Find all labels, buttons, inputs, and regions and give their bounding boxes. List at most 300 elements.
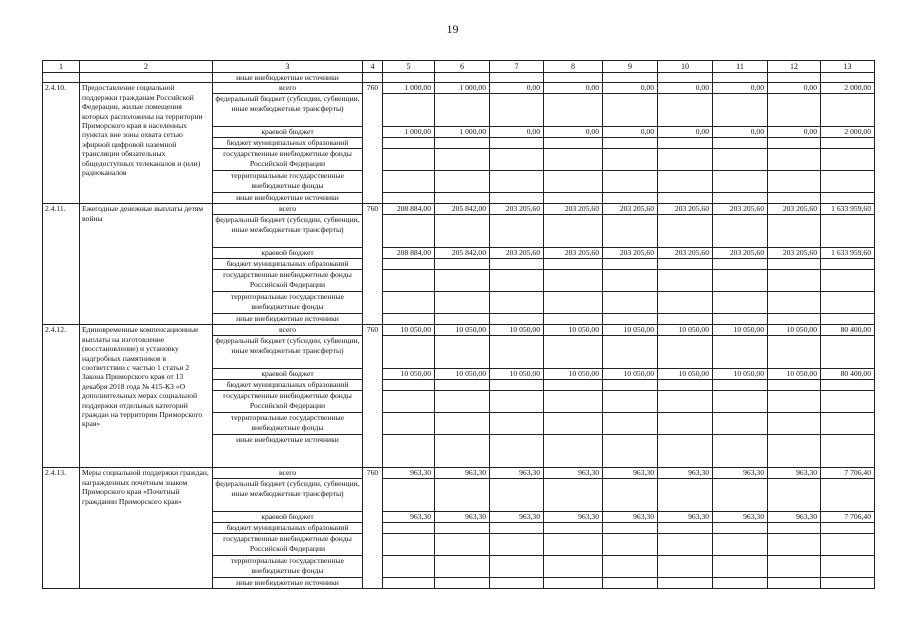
value-cell (383, 292, 435, 314)
value-cell (603, 380, 658, 391)
empty-cell (435, 73, 490, 83)
code-cell: 760 (363, 325, 383, 468)
value-cell (658, 380, 713, 391)
value-cell (603, 94, 658, 127)
value-cell (658, 94, 713, 127)
column-header: 5 (383, 61, 435, 73)
value-cell (768, 215, 821, 248)
value-cell: 0,00 (658, 83, 713, 94)
value-cell (603, 556, 658, 578)
table-row (43, 83, 875, 94)
value-cell: 963,30 (603, 468, 658, 479)
value-cell (713, 380, 768, 391)
source-cell: территориальные государственные внебюджетные фонды (213, 171, 363, 193)
value-cell (435, 215, 490, 248)
column-header: 9 (603, 61, 658, 73)
value-cell (821, 523, 875, 534)
value-cell (383, 534, 435, 556)
value-cell (490, 292, 544, 314)
column-header: 3 (213, 61, 363, 73)
value-cell: 0,00 (603, 127, 658, 138)
value-cell (658, 523, 713, 534)
value-cell: 963,30 (383, 512, 435, 523)
value-cell: 203 205,60 (713, 204, 768, 215)
value-cell (435, 138, 490, 149)
source-cell: иные внебюджетные источники (213, 435, 363, 468)
value-cell: 10 050,00 (713, 369, 768, 380)
budget-table (42, 60, 875, 589)
value-cell (821, 193, 875, 204)
value-cell: 203 205,60 (768, 248, 821, 259)
value-cell (713, 556, 768, 578)
value-cell (821, 94, 875, 127)
value-cell (658, 336, 713, 369)
value-cell (435, 380, 490, 391)
value-cell (435, 336, 490, 369)
value-cell: 80 400,00 (821, 325, 875, 336)
value-cell (544, 336, 603, 369)
value-cell (435, 391, 490, 413)
value-cell (768, 380, 821, 391)
value-cell (821, 556, 875, 578)
source-cell: иные внебюджетные источники (213, 193, 363, 204)
value-cell (768, 479, 821, 512)
source-cell: территориальные государственные внебюджетные фонды (213, 413, 363, 435)
column-header: 10 (658, 61, 713, 73)
value-cell (658, 193, 713, 204)
value-cell (603, 270, 658, 292)
value-cell: 208 884,00 (383, 248, 435, 259)
value-cell: 963,30 (544, 512, 603, 523)
value-cell (544, 314, 603, 325)
value-cell: 10 050,00 (603, 369, 658, 380)
source-cell: государственные внебюджетные фонды Российской Федерации (213, 270, 363, 292)
value-cell (383, 138, 435, 149)
value-cell (768, 523, 821, 534)
empty-cell (768, 73, 821, 83)
value-cell (435, 314, 490, 325)
value-cell (768, 534, 821, 556)
value-cell: 10 050,00 (383, 325, 435, 336)
value-cell (383, 391, 435, 413)
value-cell (821, 171, 875, 193)
value-cell (544, 578, 603, 589)
source-cell: всего (213, 325, 363, 336)
value-cell (490, 94, 544, 127)
value-cell (658, 292, 713, 314)
table-row (43, 325, 875, 336)
value-cell (490, 314, 544, 325)
value-cell (383, 215, 435, 248)
source-cell: иные внебюджетные источники (213, 73, 363, 83)
section-number: 2.4.11. (43, 204, 80, 325)
value-cell (544, 171, 603, 193)
source-cell: государственные внебюджетные фонды Российской Федерации (213, 391, 363, 413)
value-cell (658, 215, 713, 248)
value-cell (383, 479, 435, 512)
value-cell: 203 205,60 (544, 204, 603, 215)
value-cell (713, 479, 768, 512)
value-cell (821, 215, 875, 248)
value-cell (435, 259, 490, 270)
value-cell (768, 149, 821, 171)
value-cell (713, 336, 768, 369)
value-cell (768, 259, 821, 270)
value-cell (713, 149, 768, 171)
source-cell: государственные внебюджетные фонды Российской Федерации (213, 149, 363, 171)
value-cell (713, 578, 768, 589)
source-cell: федеральный бюджет (субсидии, субвенции, иные межбюджетные трансферты) (213, 215, 363, 248)
source-cell: бюджет муниципальных образований (213, 523, 363, 534)
value-cell: 10 050,00 (544, 325, 603, 336)
empty-cell (80, 73, 213, 83)
value-cell: 0,00 (544, 127, 603, 138)
section-number: 2.4.12. (43, 325, 80, 468)
source-cell: всего (213, 468, 363, 479)
section-number: 2.4.10. (43, 83, 80, 204)
value-cell (821, 435, 875, 468)
value-cell (544, 138, 603, 149)
value-cell (490, 138, 544, 149)
value-cell (713, 171, 768, 193)
table-row (43, 204, 875, 215)
table-row (43, 468, 875, 479)
value-cell: 1 000,00 (383, 83, 435, 94)
value-cell (383, 314, 435, 325)
value-cell (713, 523, 768, 534)
value-cell: 1 000,00 (435, 83, 490, 94)
value-cell (383, 193, 435, 204)
value-cell: 10 050,00 (383, 369, 435, 380)
value-cell (603, 534, 658, 556)
value-cell: 963,30 (603, 512, 658, 523)
code-cell: 760 (363, 204, 383, 325)
source-cell: федеральный бюджет (субсидии, субвенции, иные межбюджетные трансферты) (213, 479, 363, 512)
value-cell (713, 534, 768, 556)
value-cell (490, 270, 544, 292)
source-cell: бюджет муниципальных образований (213, 380, 363, 391)
value-cell (544, 193, 603, 204)
value-cell (821, 138, 875, 149)
value-cell (383, 578, 435, 589)
column-header: 1 (43, 61, 80, 73)
value-cell: 10 050,00 (490, 325, 544, 336)
value-cell (435, 556, 490, 578)
value-cell (768, 171, 821, 193)
value-cell: 0,00 (658, 127, 713, 138)
value-cell (768, 336, 821, 369)
value-cell: 10 050,00 (713, 325, 768, 336)
source-cell: краевой бюджет (213, 127, 363, 138)
value-cell (768, 292, 821, 314)
value-cell (658, 556, 713, 578)
value-cell (435, 149, 490, 171)
value-cell: 208 884,00 (383, 204, 435, 215)
value-cell (544, 215, 603, 248)
section-name: Меры социальной поддержки граждан, награжденных почетным знаком Приморского края «Почетный гражданин Приморского края» (80, 468, 213, 589)
value-cell (713, 215, 768, 248)
value-cell: 963,30 (658, 512, 713, 523)
value-cell (490, 336, 544, 369)
value-cell (603, 314, 658, 325)
value-cell (603, 523, 658, 534)
source-cell: территориальные государственные внебюджетные фонды (213, 556, 363, 578)
column-header: 8 (544, 61, 603, 73)
value-cell: 10 050,00 (544, 369, 603, 380)
value-cell (768, 138, 821, 149)
empty-cell (603, 73, 658, 83)
value-cell (383, 380, 435, 391)
value-cell: 203 205,60 (603, 248, 658, 259)
value-cell (821, 534, 875, 556)
value-cell: 10 050,00 (435, 325, 490, 336)
value-cell (383, 94, 435, 127)
value-cell (435, 578, 490, 589)
value-cell (821, 380, 875, 391)
value-cell (435, 94, 490, 127)
value-cell: 963,30 (544, 468, 603, 479)
value-cell: 963,30 (435, 512, 490, 523)
value-cell (658, 259, 713, 270)
value-cell (490, 380, 544, 391)
empty-cell (490, 73, 544, 83)
value-cell (435, 292, 490, 314)
value-cell (544, 413, 603, 435)
value-cell: 2 000,00 (821, 127, 875, 138)
value-cell (713, 292, 768, 314)
value-cell (603, 215, 658, 248)
value-cell (821, 479, 875, 512)
column-header: 7 (490, 61, 544, 73)
value-cell: 203 205,60 (490, 204, 544, 215)
value-cell: 10 050,00 (768, 369, 821, 380)
value-cell: 203 205,60 (490, 248, 544, 259)
value-cell (713, 391, 768, 413)
value-cell: 1 633 959,60 (821, 248, 875, 259)
value-cell (490, 149, 544, 171)
column-header: 11 (713, 61, 768, 73)
value-cell: 80 400,00 (821, 369, 875, 380)
value-cell: 963,30 (490, 468, 544, 479)
value-cell (821, 270, 875, 292)
value-cell (490, 479, 544, 512)
value-cell: 963,30 (713, 468, 768, 479)
value-cell: 0,00 (603, 83, 658, 94)
value-cell (658, 413, 713, 435)
value-cell: 1 633 959,60 (821, 204, 875, 215)
value-cell (603, 292, 658, 314)
source-cell: краевой бюджет (213, 248, 363, 259)
value-cell: 203 205,60 (658, 248, 713, 259)
value-cell (490, 523, 544, 534)
value-cell (821, 149, 875, 171)
value-cell (544, 479, 603, 512)
value-cell (490, 259, 544, 270)
value-cell (435, 193, 490, 204)
value-cell (490, 578, 544, 589)
value-cell (768, 314, 821, 325)
value-cell (544, 435, 603, 468)
value-cell (768, 556, 821, 578)
value-cell (821, 314, 875, 325)
source-cell: краевой бюджет (213, 512, 363, 523)
section-number: 2.4.13. (43, 468, 80, 589)
value-cell (544, 259, 603, 270)
value-cell: 963,30 (383, 468, 435, 479)
value-cell: 963,30 (658, 468, 713, 479)
source-cell: всего (213, 204, 363, 215)
source-cell: иные внебюджетные источники (213, 578, 363, 589)
column-header: 4 (363, 61, 383, 73)
value-cell (490, 534, 544, 556)
column-header: 6 (435, 61, 490, 73)
value-cell (435, 435, 490, 468)
section-name: Предоставление социальной поддержки гражданам Российской Федерации, жилые помещения которых расположены на территории Приморского края в населенных пунктах вне зоны охвата сетью эфирной цифровой наземной трансляции обязательных общедоступных телеканалов и (или) радиоканалов (80, 83, 213, 204)
value-cell (383, 523, 435, 534)
value-cell (713, 259, 768, 270)
value-cell (768, 193, 821, 204)
value-cell: 203 205,60 (603, 204, 658, 215)
value-cell: 7 706,40 (821, 512, 875, 523)
value-cell (383, 556, 435, 578)
value-cell (544, 149, 603, 171)
value-cell (603, 578, 658, 589)
value-cell (544, 292, 603, 314)
empty-cell (363, 73, 383, 83)
value-cell (490, 413, 544, 435)
value-cell (768, 391, 821, 413)
empty-cell (821, 73, 875, 83)
value-cell (435, 479, 490, 512)
value-cell: 963,30 (768, 512, 821, 523)
value-cell (435, 534, 490, 556)
source-cell: федеральный бюджет (субсидии, субвенции, иные межбюджетные трансферты) (213, 336, 363, 369)
source-cell: иные внебюджетные источники (213, 314, 363, 325)
value-cell (713, 270, 768, 292)
column-header: 2 (80, 61, 213, 73)
value-cell (544, 270, 603, 292)
value-cell (658, 435, 713, 468)
value-cell: 10 050,00 (658, 325, 713, 336)
source-cell: федеральный бюджет (субсидии, субвенции, иные межбюджетные трансферты) (213, 94, 363, 127)
continuation-row (43, 73, 875, 83)
value-cell (658, 270, 713, 292)
source-cell: бюджет муниципальных образований (213, 138, 363, 149)
value-cell (603, 259, 658, 270)
value-cell (435, 523, 490, 534)
value-cell: 203 205,60 (544, 248, 603, 259)
value-cell (713, 314, 768, 325)
value-cell: 0,00 (490, 83, 544, 94)
value-cell (490, 435, 544, 468)
page-number: 19 (446, 22, 459, 36)
value-cell (435, 413, 490, 435)
value-cell: 203 205,60 (713, 248, 768, 259)
value-cell (821, 578, 875, 589)
value-cell (821, 259, 875, 270)
value-cell (603, 391, 658, 413)
value-cell (713, 193, 768, 204)
value-cell: 963,30 (490, 512, 544, 523)
value-cell (435, 270, 490, 292)
value-cell (603, 413, 658, 435)
value-cell (658, 479, 713, 512)
value-cell (658, 138, 713, 149)
value-cell: 203 205,60 (658, 204, 713, 215)
value-cell (821, 292, 875, 314)
table-body (43, 61, 875, 589)
value-cell: 963,30 (768, 468, 821, 479)
section-name: Ежегодные денежные выплаты детям войны (80, 204, 213, 325)
value-cell (768, 270, 821, 292)
empty-cell (713, 73, 768, 83)
value-cell: 963,30 (435, 468, 490, 479)
value-cell: 963,30 (713, 512, 768, 523)
value-cell (383, 336, 435, 369)
value-cell (490, 391, 544, 413)
column-header: 13 (821, 61, 875, 73)
value-cell (603, 149, 658, 171)
value-cell: 0,00 (713, 83, 768, 94)
value-cell (490, 556, 544, 578)
value-cell: 10 050,00 (490, 369, 544, 380)
value-cell (658, 314, 713, 325)
value-cell: 0,00 (768, 83, 821, 94)
value-cell (383, 149, 435, 171)
empty-cell (544, 73, 603, 83)
value-cell (544, 523, 603, 534)
value-cell (768, 94, 821, 127)
value-cell (658, 171, 713, 193)
value-cell (383, 259, 435, 270)
code-cell: 760 (363, 468, 383, 589)
value-cell (383, 435, 435, 468)
section-name: Единовременные компенсационные выплаты на изготовление (восстановление) и установку надгробных памятников в соответствии с частью 1 статьи 2 Закона Приморского края от 13 декабря 2018 года № 415-КЗ «О дополнительных мерах социальной поддержки отдельных категорий граждан на территории Приморского края» (80, 325, 213, 468)
value-cell: 0,00 (490, 127, 544, 138)
value-cell: 1 000,00 (383, 127, 435, 138)
value-cell (603, 171, 658, 193)
value-cell (544, 94, 603, 127)
source-cell: бюджет муниципальных образований (213, 259, 363, 270)
value-cell (713, 413, 768, 435)
value-cell: 205 842,00 (435, 248, 490, 259)
value-cell: 7 706,40 (821, 468, 875, 479)
value-cell: 10 050,00 (603, 325, 658, 336)
value-cell (544, 380, 603, 391)
source-cell: всего (213, 83, 363, 94)
value-cell (713, 94, 768, 127)
empty-cell (658, 73, 713, 83)
value-cell (658, 149, 713, 171)
value-cell: 0,00 (768, 127, 821, 138)
value-cell (383, 171, 435, 193)
value-cell (713, 138, 768, 149)
value-cell (658, 534, 713, 556)
empty-cell (383, 73, 435, 83)
value-cell (603, 336, 658, 369)
value-cell (768, 578, 821, 589)
value-cell (603, 193, 658, 204)
value-cell (490, 193, 544, 204)
source-cell: государственные внебюджетные фонды Российской Федерации (213, 534, 363, 556)
value-cell: 10 050,00 (435, 369, 490, 380)
value-cell (435, 171, 490, 193)
source-cell: краевой бюджет (213, 369, 363, 380)
value-cell (383, 270, 435, 292)
value-cell: 205 842,00 (435, 204, 490, 215)
value-cell (713, 435, 768, 468)
value-cell (821, 336, 875, 369)
